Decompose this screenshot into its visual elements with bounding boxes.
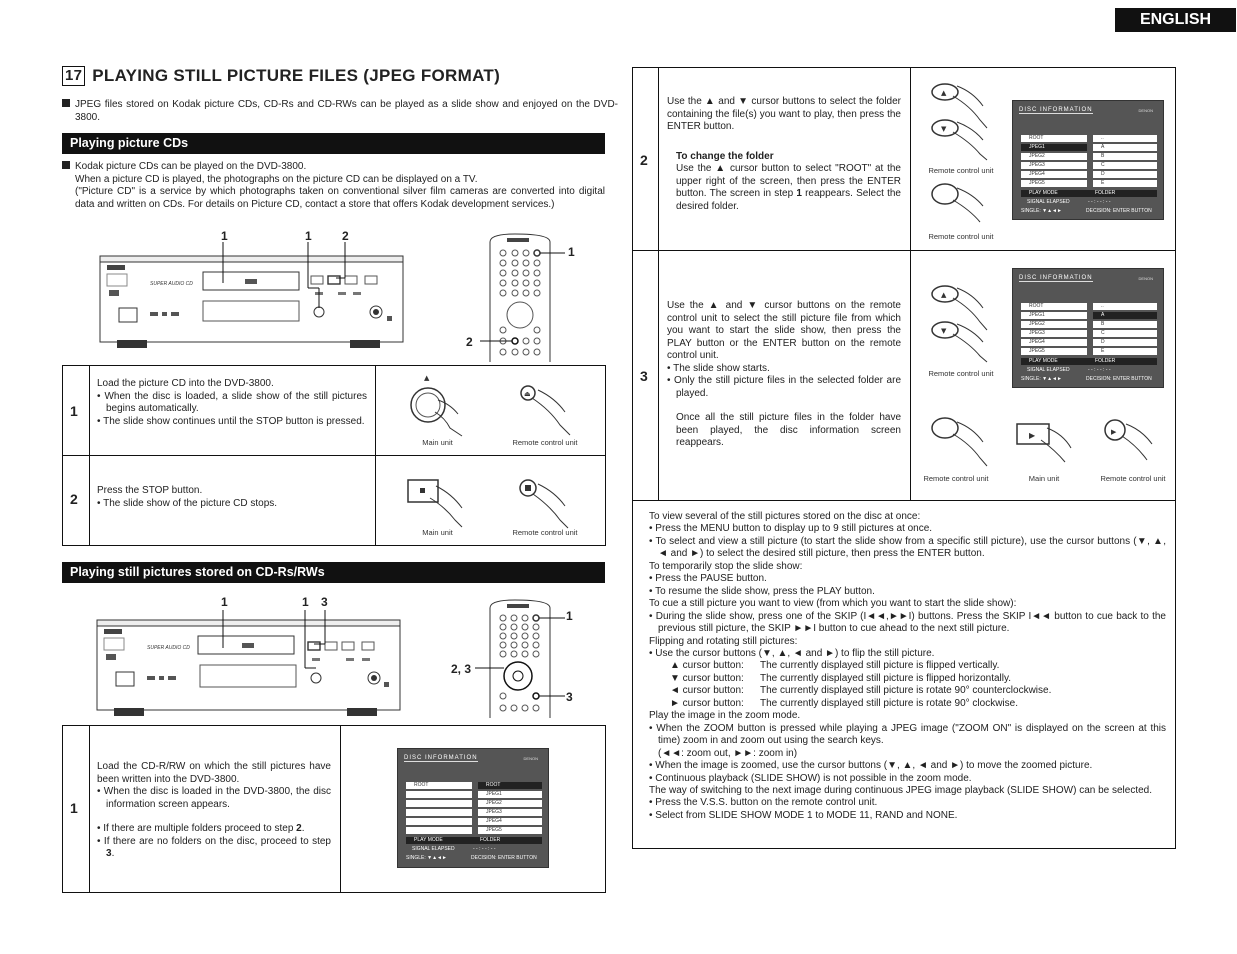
picture-cd-text-3: ("Picture CD" is a service by which photographs taken on conventional silver film cameras are converted into digital data and written on CDs. For details on Picture CD, contact a store that offers Kodak development services.) bbox=[75, 186, 605, 210]
note-paragraph: The way of switching to the next image during continuous JPEG image playback (SLIDE SHOW) can be selected. bbox=[649, 784, 1153, 796]
heading-cdr: Playing still pictures stored on CD-Rs/RWs bbox=[62, 562, 605, 583]
callout: 2, 3 bbox=[451, 662, 472, 676]
note-paragraph: Flipping and rotating still pictures: bbox=[649, 635, 798, 647]
osd-brand: DENON bbox=[1138, 108, 1153, 113]
page-title bbox=[62, 66, 500, 86]
osd-signal-value: - - : - - : - - bbox=[473, 846, 496, 852]
osd-left-item: JPEG4 bbox=[1021, 171, 1087, 178]
step-lead: Use the ▲ and ▼ cursor buttons to select the folder containing the file(s) you want to play, then press the ENTER button. bbox=[667, 96, 901, 132]
osd-left-item: JPEG2 bbox=[1021, 153, 1087, 160]
note-rule: ▲ cursor button: The currently displayed still picture is flipped vertically. bbox=[670, 660, 1000, 672]
step-number: 1 bbox=[70, 800, 78, 816]
note-paragraph: Play the image in the zoom mode. bbox=[649, 710, 801, 722]
osd-decision: DECISION: ENTER BUTTON bbox=[1086, 208, 1152, 214]
osd-header: DISC INFORMATION bbox=[1019, 275, 1093, 281]
note-bullet: • During the slide show, press one of the SKIP (I◄◄,►►I) buttons. Press the SKIP I◄◄ button to cue back to the previous still picture, the SKIP ►►I button to cue ahead to the next still picture. bbox=[649, 610, 1166, 635]
osd-screen bbox=[397, 748, 549, 868]
osd-header: DISC INFORMATION bbox=[1019, 107, 1093, 113]
note-paragraph: To temporarily stop the slide show: bbox=[649, 560, 803, 572]
cursor-button-illustration bbox=[925, 282, 1005, 377]
bullet: • If there are multiple folders proceed to step 2. bbox=[97, 823, 305, 834]
picture-cd-text-2: When a picture CD is played, the photographs on the picture CD can be displayed on a TV. bbox=[75, 173, 478, 185]
osd-screen bbox=[1012, 268, 1164, 388]
osd-right-item: D bbox=[1093, 171, 1157, 178]
step-lead: Use the ▲ and ▼ cursor buttons on the remote control unit to select the still picture file from which you want to start the slide show, then press the PLAY button or the ENTER button on the remote control unit. bbox=[667, 300, 901, 361]
bullet: • The slide show continues until the STOP button is pressed. bbox=[97, 415, 365, 427]
note-bullet: • To select and view a still picture (to start the slide show from a specific still picture), use the cursor buttons (▼, ▲, ◄ and ►) to select the desired still picture, then press the ENTER button. bbox=[649, 535, 1166, 560]
note-bullet: • Press the PAUSE button. bbox=[649, 573, 767, 585]
caption: Remote control unit bbox=[512, 528, 578, 537]
osd-play-mode: PLAY MODE bbox=[406, 837, 472, 844]
intro-text: JPEG files stored on Kodak picture CDs, CD-Rs and CD-RWs can be played as a slide show and enjoyed on the DVD-3800. bbox=[75, 99, 618, 123]
osd-decision: DECISION: ENTER BUTTON bbox=[1086, 376, 1152, 382]
osd-signal: SIGNAL ELAPSED bbox=[1027, 367, 1070, 373]
bullet: • The slide show starts. bbox=[667, 362, 770, 374]
note-bullet: • Select from SLIDE SHOW MODE 1 to MODE 11, RAND and NONE. bbox=[649, 809, 958, 821]
svg-text:⏏: ⏏ bbox=[524, 390, 531, 398]
callout: 1 bbox=[305, 229, 312, 243]
osd-right-item: JPEG2 bbox=[478, 800, 542, 807]
osd-play-mode: PLAY MODE bbox=[1021, 190, 1087, 197]
note-bullet: • When the ZOOM button is pressed while playing a JPEG image ("ZOOM ON" is displayed on the screen at this time) zoom in and zoom out using the search keys. bbox=[649, 722, 1167, 747]
bullet: • When the disc is loaded in the DVD-3800, the disc information screen appears. bbox=[97, 786, 331, 810]
note-rule: ► cursor button: The currently displayed still picture is rotate 90° clockwise. bbox=[670, 697, 1018, 709]
step-text bbox=[667, 300, 901, 450]
play-enter-button-illustration bbox=[925, 412, 1170, 472]
stop-button-illustration bbox=[400, 472, 600, 532]
bullet-square-icon bbox=[62, 161, 70, 169]
dvd-player-illustration bbox=[95, 228, 415, 353]
note-paragraph: To cue a still picture you want to view (from which you want to start the slide show): bbox=[649, 598, 1017, 610]
svg-text:▼: ▼ bbox=[941, 327, 947, 335]
svg-text:▶: ▶ bbox=[1111, 428, 1117, 436]
remote-control-illustration bbox=[465, 230, 575, 365]
osd-right-item: E bbox=[1093, 348, 1157, 355]
note-rule: ▼ cursor button: The currently displayed still picture is flipped horizontally. bbox=[670, 672, 1012, 684]
callout: 3 bbox=[566, 690, 573, 704]
notes bbox=[649, 511, 1166, 822]
step-text bbox=[97, 761, 331, 861]
caption: Remote control unit bbox=[928, 369, 994, 378]
note-paragraph: To view several of the still pictures stored on the disc at once: bbox=[649, 511, 921, 522]
callout: 1 bbox=[568, 245, 575, 259]
osd-right-item: C bbox=[1093, 330, 1157, 337]
osd-right-item: C bbox=[1093, 162, 1157, 169]
osd-left-item: ROOT bbox=[406, 782, 472, 789]
note-bullet: • To resume the slide show, press the PLAY button. bbox=[649, 585, 875, 597]
osd-left-item: ROOT bbox=[1021, 303, 1087, 310]
note-bullet: • Continuous playback (SLIDE SHOW) is not possible in the zoom mode. bbox=[649, 772, 972, 784]
callout: 1 bbox=[221, 229, 228, 243]
eject-button-illustration bbox=[400, 370, 600, 440]
step-lead: Press the STOP button. bbox=[97, 485, 203, 496]
osd-right-item: JPEG5 bbox=[478, 827, 542, 834]
callout: 2 bbox=[342, 229, 349, 243]
osd-left-item: JPEG3 bbox=[1021, 162, 1087, 169]
svg-text:▲: ▲ bbox=[424, 374, 430, 382]
note-bullet: • Use the cursor buttons (▼, ▲, ◄ and ►) to flip the still picture. bbox=[649, 647, 935, 659]
step-number: 2 bbox=[70, 491, 78, 507]
osd-right-item: ROOT bbox=[478, 782, 542, 789]
callout: 1 bbox=[221, 595, 228, 609]
callout: 1 bbox=[302, 595, 309, 609]
bullet: • Only the still picture files in the selected folder are played. bbox=[667, 375, 902, 399]
svg-text:▼: ▼ bbox=[941, 125, 947, 133]
svg-text:SUPER AUDIO CD: SUPER AUDIO CD bbox=[147, 645, 190, 651]
osd-single: SINGLE: ▼▲◄► bbox=[1021, 208, 1062, 214]
step-lead: Load the picture CD into the DVD-3800. bbox=[97, 378, 274, 389]
osd-left-item: JPEG1 bbox=[1021, 144, 1087, 151]
step-number: 3 bbox=[640, 368, 648, 384]
heading-picture-cd: Playing picture CDs bbox=[62, 133, 605, 154]
osd-brand: DENON bbox=[523, 756, 538, 761]
osd-single: SINGLE: ▼▲◄► bbox=[1021, 376, 1062, 382]
osd-left-item: JPEG3 bbox=[1021, 330, 1087, 337]
remote-control-illustration bbox=[470, 596, 580, 721]
bullet: • The slide show of the picture CD stops. bbox=[97, 497, 278, 509]
osd-right-item: B bbox=[1093, 153, 1157, 160]
osd-signal: SIGNAL ELAPSED bbox=[1027, 199, 1070, 205]
svg-text:▲: ▲ bbox=[941, 89, 947, 97]
osd-play-mode-value: FOLDER bbox=[1087, 190, 1157, 197]
step-text-2: Once all the still picture files in the folder have been played, the disc information screen reappears. bbox=[676, 412, 901, 448]
language-tab: ENGLISH bbox=[1115, 8, 1236, 32]
svg-text:SUPER AUDIO CD: SUPER AUDIO CD bbox=[150, 281, 193, 287]
callout: 1 bbox=[566, 609, 573, 623]
osd-play-mode-value: FOLDER bbox=[1087, 358, 1157, 365]
step-text bbox=[97, 378, 367, 428]
callout: 2 bbox=[466, 335, 473, 349]
osd-right-item: .. bbox=[1093, 135, 1157, 142]
osd-signal: SIGNAL ELAPSED bbox=[412, 846, 455, 852]
osd-left-item: JPEG2 bbox=[1021, 321, 1087, 328]
caption: Remote control unit bbox=[928, 232, 994, 241]
osd-right-item: JPEG4 bbox=[478, 818, 542, 825]
osd-left-item: JPEG1 bbox=[1021, 312, 1087, 319]
callout: 3 bbox=[321, 595, 328, 609]
section-number: 17 bbox=[62, 66, 85, 86]
osd-brand: DENON bbox=[1138, 276, 1153, 281]
osd-right-item: D bbox=[1093, 339, 1157, 346]
osd-signal-value: - - : - - : - - bbox=[1088, 199, 1111, 205]
dvd-player-illustration bbox=[92, 598, 412, 723]
caption: Main unit bbox=[422, 528, 453, 537]
sub-text: Use the ▲ cursor button to select "ROOT" at the upper right of the screen, then press the ENTER button. The screen in step 1 reappears. Select the desired folder. bbox=[676, 163, 901, 212]
caption: Remote control unit bbox=[512, 438, 578, 447]
step-number: 1 bbox=[70, 403, 78, 419]
osd-left-item: JPEG4 bbox=[1021, 339, 1087, 346]
caption: Main unit bbox=[1028, 474, 1060, 483]
note-indent: (◄◄: zoom out, ►►: zoom in) bbox=[658, 747, 798, 759]
osd-signal-value: - - : - - : - - bbox=[1088, 367, 1111, 373]
note-bullet: • When the image is zoomed, use the cursor buttons (▼, ▲, ◄ and ►) to move the zoomed picture. bbox=[649, 760, 1093, 772]
osd-right-item: E bbox=[1093, 180, 1157, 187]
caption: Remote control unit bbox=[928, 166, 994, 175]
note-bullet: • Press the MENU button to display up to 9 still pictures at once. bbox=[649, 523, 933, 535]
svg-text:▶: ▶ bbox=[1029, 431, 1036, 440]
step-lead: Load the CD-R/RW on which the still pictures have been written into the DVD-3800. bbox=[97, 761, 331, 785]
intro bbox=[62, 99, 618, 124]
osd-right-item: A bbox=[1093, 312, 1157, 319]
bullet: • If there are no folders on the disc, proceed to step 3. bbox=[97, 835, 331, 859]
osd-left-item: JPEG5 bbox=[1021, 348, 1087, 355]
osd-right-item: B bbox=[1093, 321, 1157, 328]
osd-right-item: A bbox=[1093, 144, 1157, 151]
bullet-square-icon bbox=[62, 99, 70, 107]
step-text bbox=[97, 485, 367, 510]
caption: Main unit bbox=[422, 438, 453, 447]
osd-left-item: JPEG5 bbox=[1021, 180, 1087, 187]
sub-heading: To change the folder bbox=[676, 150, 774, 162]
osd-decision: DECISION: ENTER BUTTON bbox=[471, 855, 537, 861]
cursor-button-illustration bbox=[925, 78, 1005, 228]
osd-right-item: JPEG3 bbox=[478, 809, 542, 816]
osd-left-item: ROOT bbox=[1021, 135, 1087, 142]
caption: Remote control unit bbox=[923, 474, 989, 483]
svg-text:▲: ▲ bbox=[941, 291, 947, 299]
caption: Remote control unit bbox=[1100, 474, 1166, 483]
osd-play-mode-value: FOLDER bbox=[472, 837, 542, 844]
picture-cd-text-1: Kodak picture CDs can be played on the DVD-3800. bbox=[75, 161, 307, 172]
step-text bbox=[667, 96, 901, 213]
osd-header: DISC INFORMATION bbox=[404, 755, 478, 761]
picture-cd-text bbox=[62, 161, 605, 211]
step-number: 2 bbox=[640, 152, 648, 168]
osd-right-item: JPEG1 bbox=[478, 791, 542, 798]
note-rule: ◄ cursor button: The currently displayed still picture is rotate 90° counterclockwise. bbox=[670, 685, 1052, 697]
osd-single: SINGLE: ▼▲◄► bbox=[406, 855, 447, 861]
section-title: PLAYING STILL PICTURE FILES (JPEG FORMAT) bbox=[92, 66, 501, 85]
note-bullet: • Press the V.S.S. button on the remote control unit. bbox=[649, 797, 878, 809]
osd-right-item: .. bbox=[1093, 303, 1157, 310]
bullet: • When the disc is loaded, a slide show of the still pictures begins automatically. bbox=[97, 390, 368, 414]
osd-play-mode: PLAY MODE bbox=[1021, 358, 1087, 365]
osd-screen bbox=[1012, 100, 1164, 220]
